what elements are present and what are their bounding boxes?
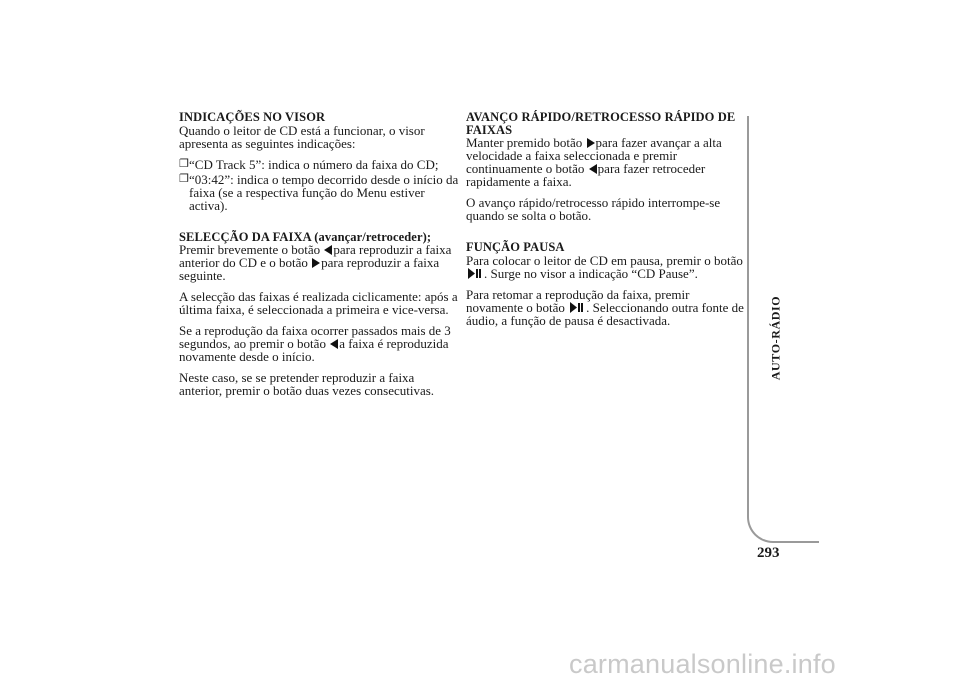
next-arrow-icon xyxy=(587,138,595,148)
heading-pause-function: FUNÇÃO PAUSA xyxy=(466,240,565,254)
paragraph-pause: Para colocar o leitor de CD em pausa, premir o botão . Surge no visor a indicação “CD Pause”. xyxy=(466,252,743,281)
page-number: 293 xyxy=(757,545,780,561)
list-item: ❐ “CD Track 5”: indica o número da faixa do CD; xyxy=(179,156,439,172)
watermark-logo: carmanualsonline.info xyxy=(569,649,836,679)
previous-arrow-icon xyxy=(330,339,338,349)
checkbox-bullet-icon: ❐ xyxy=(179,157,189,170)
heading-fast-forward-rewind: AVANÇO RÁPIDO/RETROCESSO RÁPIDO DE FAIXAS xyxy=(466,110,736,137)
paragraph-fast-forward-rewind: Manter premido botão para fazer avançar a alta velocidade a faixa seleccionada e premir continuamente o botão para fazer retroceder rapidamente a faixa. xyxy=(466,135,722,189)
heading-track-selection: SELECÇÃO DA FAIXA (avançar/retroceder); xyxy=(179,229,432,244)
play-pause-icon xyxy=(468,267,482,280)
right-column xyxy=(466,111,746,335)
heading-display-indications: INDICAÇÕES NO VISOR xyxy=(179,110,326,124)
checkbox-bullet-icon: ❐ xyxy=(179,172,189,185)
left-column xyxy=(179,111,459,405)
display-indications-list xyxy=(179,158,459,212)
previous-arrow-icon xyxy=(589,164,597,174)
list-item: ❐ “03:42”: indica o tempo decorrido desde o início da faixa (se a respectiva função do Menu estiver activa). xyxy=(179,171,459,213)
paragraph-cyclic-selection: A selecção das faixas é realizada ciclicamente: após a última faixa, é seleccionada a primeira e vice-versa. xyxy=(179,289,458,317)
paragraph-track-selection: Premir brevemente o botão para reproduzir a faixa anterior do CD e o botão para reproduzir a faixa seguinte. xyxy=(179,242,452,283)
paragraph-release-button: O avanço rápido/retrocesso rápido interrompe-se quando se solta o botão. xyxy=(466,195,721,223)
paragraph-display-intro: Quando o leitor de CD está a funcionar, o visor apresenta as seguintes indicações: xyxy=(179,122,425,151)
paragraph-restart-track: Se a reprodução da faixa ocorrer passados mais de 3 segundos, ao premir o botão a faixa é reproduzida novamente desde o início. xyxy=(179,323,451,364)
paragraph-resume: Para retomar a reprodução da faixa, premir novamente o botão . Seleccionando outra fonte de áudio, a função de pausa é desactivada. xyxy=(466,286,744,328)
paragraph-previous-track: Neste caso, se se pretender reproduzir a faixa anterior, premir o botão duas vezes consecutivas. xyxy=(179,370,435,398)
next-arrow-icon xyxy=(312,258,320,268)
previous-arrow-icon xyxy=(324,245,332,255)
section-label: AUTO-RÁDIO xyxy=(768,295,783,381)
